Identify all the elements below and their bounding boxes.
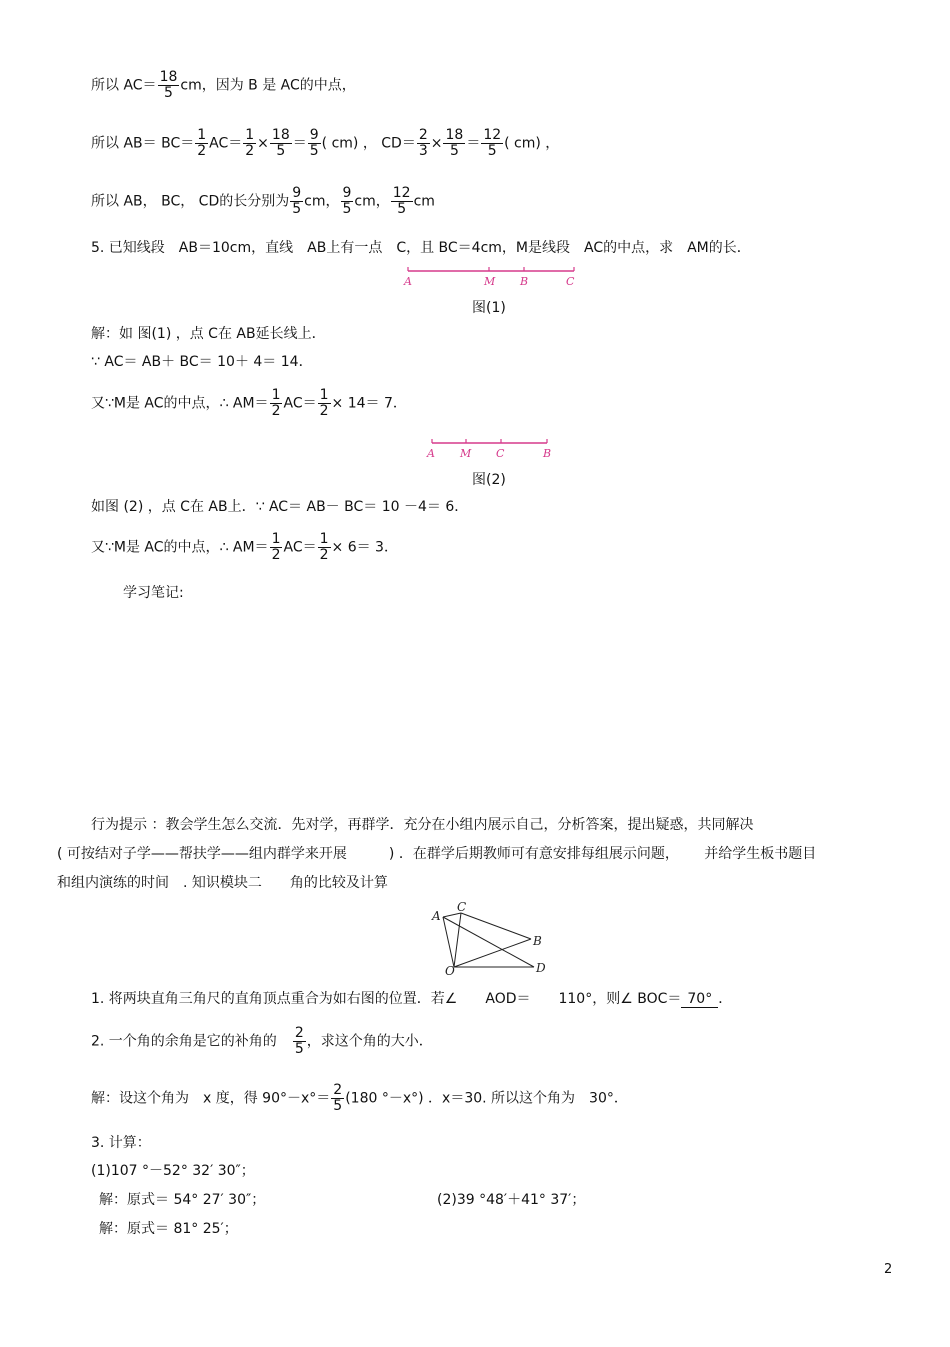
segment-ad	[443, 917, 534, 967]
text: 2. 一个角的余角是它的补角的	[91, 1033, 277, 1050]
label-a: A	[427, 447, 435, 460]
label-m: M	[460, 447, 472, 460]
label-b: B	[533, 934, 542, 948]
text: ．	[718, 991, 733, 1007]
numerator: 1	[271, 387, 281, 403]
text: 所以 AB＝ BC＝	[91, 135, 195, 152]
fraction	[341, 186, 354, 217]
denominator: 2	[271, 547, 281, 563]
hint-line-2: ( 可按结对子学——帮扶学——组内群学来开展 ) ．在群学后期教师可有意安排每组展示问题， 并给学生板书题目	[57, 846, 817, 862]
label-c: C	[566, 275, 575, 288]
fraction	[243, 128, 256, 159]
numerator: 1	[319, 531, 329, 547]
question-3-part-1: (1)107 °－52° 32′ 30″；	[91, 1163, 255, 1179]
text: AC＝	[283, 539, 317, 556]
question-3-part-2: (2)39 °48′＋41° 37′；	[437, 1192, 586, 1208]
denominator: 5	[309, 143, 319, 159]
fraction	[270, 532, 283, 563]
denominator: 5	[294, 1041, 304, 1057]
label-c: C	[457, 900, 467, 914]
fraction	[443, 128, 465, 159]
fraction	[318, 388, 331, 419]
label-a: A	[432, 909, 441, 923]
ray-ob	[454, 939, 531, 967]
text: ×	[430, 135, 443, 152]
label-d: D	[536, 961, 546, 975]
numerator: 1	[245, 127, 255, 143]
numerator: 1	[319, 387, 329, 403]
solution-2-line-2	[91, 532, 398, 563]
fraction	[481, 128, 503, 159]
label-b: B	[543, 447, 552, 460]
label-o: O	[445, 964, 455, 978]
figure-2-segment	[424, 435, 564, 463]
fraction	[158, 70, 180, 101]
denominator: 3	[418, 143, 428, 159]
text: 又∵M是 AC的中点，∴ AM＝	[91, 395, 269, 412]
label-a: A	[404, 275, 412, 288]
question-5: 5. 已知线段 AB＝10cm，直线 AB上有一点 C，且 BC＝4cm，M是线段 AC的中点，求 AM的长．	[91, 240, 751, 256]
hint-line-1: 行为提示 ：教会学生怎么交流．先对学，再群学．充分在小组内展示自己，分析答案，提出疑惑，共同解决	[91, 817, 754, 833]
text: cm，	[354, 193, 390, 210]
denominator: 5	[276, 143, 286, 159]
line-ab-bc-cd	[91, 128, 559, 159]
segment-cb	[461, 913, 531, 939]
question-1	[91, 990, 732, 1008]
numerator: 18	[271, 127, 290, 143]
figure-1-caption: 图(1)	[472, 300, 506, 316]
fraction	[270, 128, 292, 159]
numerator: 18	[445, 127, 464, 143]
text: AC＝	[209, 135, 243, 152]
label-m: M	[484, 275, 496, 288]
fraction	[195, 128, 208, 159]
figure-3-set-squares	[426, 900, 556, 980]
line-ac-value	[91, 70, 356, 101]
text: × 14＝ 7．	[331, 395, 407, 412]
question-2-solution	[91, 1083, 628, 1114]
numerator: 1	[197, 127, 207, 143]
solution-2-line-1: 如图 (2) ，点 C在 AB上．∵ AC＝ AB－ BC＝ 10 －4＝ 6．	[91, 499, 469, 515]
text: ＝	[292, 135, 307, 152]
denominator: 5	[449, 143, 459, 159]
text: ，求这个角的大小．	[306, 1033, 433, 1050]
denominator: 2	[319, 547, 329, 563]
question-3-part-2-solution: 解：原式＝ 81° 25′；	[99, 1221, 238, 1237]
text: ( cm) ， CD＝	[321, 135, 416, 152]
solution-1-line-2: ∵ AC＝ AB＋ BC＝ 10＋ 4＝ 14．	[91, 354, 313, 370]
text: (180 °－x°) ．x＝30. 所以这个角为 30°．	[345, 1090, 628, 1107]
denominator: 5	[333, 1098, 343, 1114]
fraction	[331, 1083, 344, 1114]
fraction	[417, 128, 430, 159]
ray-oa	[443, 917, 454, 967]
denominator: 2	[197, 143, 207, 159]
text: ( cm) ，	[504, 135, 560, 152]
numerator: 2	[333, 1082, 343, 1098]
label-c: C	[496, 447, 505, 460]
text: 所以 AB， BC， CD的长分别为	[91, 193, 290, 210]
fraction	[270, 388, 283, 419]
denominator: 5	[397, 201, 407, 217]
study-notes-label: 学习笔记:	[123, 585, 184, 601]
figure-1-segment	[400, 263, 590, 291]
hint-line-3: 和组内演练的时间 . 知识模块二 角的比较及计算	[57, 875, 388, 891]
text: 所以 AC＝	[91, 77, 157, 94]
fraction	[391, 186, 413, 217]
fraction	[290, 186, 303, 217]
denominator: 2	[245, 143, 255, 159]
text: ×	[257, 135, 269, 152]
denominator: 5	[487, 143, 497, 159]
denominator: 2	[271, 403, 281, 419]
fraction	[293, 1026, 306, 1057]
numerator: 2	[418, 127, 428, 143]
fraction	[318, 532, 331, 563]
text: AC＝	[283, 395, 317, 412]
ray-oc	[454, 913, 461, 967]
fraction	[308, 128, 321, 159]
label-b: B	[520, 275, 529, 288]
question-2	[91, 1026, 433, 1057]
answer-blank: 70°	[681, 991, 718, 1008]
numerator: 2	[294, 1025, 304, 1041]
text: ＝	[466, 135, 481, 152]
denominator: 2	[319, 403, 329, 419]
numerator: 9	[292, 185, 302, 201]
page-number: 2	[884, 1262, 893, 1277]
denominator: 5	[292, 201, 302, 217]
line-lengths	[91, 186, 435, 217]
text: cm	[413, 193, 435, 210]
solution-1-line-1: 解：如 图(1) ，点 C在 AB延长线上．	[91, 326, 326, 342]
question-3-part-1-solution: 解：原式＝ 54° 27′ 30″；	[99, 1192, 266, 1208]
denominator: 5	[342, 201, 352, 217]
text: 1. 将两块直角三角尺的直角顶点重合为如右图的位置．若∠ AOD＝ 110°，则∠ BOC＝	[91, 991, 682, 1007]
solution-1-line-3	[91, 388, 407, 419]
question-3-title: 3. 计算：	[91, 1135, 151, 1151]
text: × 6＝ 3．	[331, 539, 398, 556]
text: cm，因为 B 是 AC的中点，	[180, 77, 356, 94]
numerator: 12	[392, 185, 411, 201]
numerator: 9	[309, 127, 319, 143]
text: cm，	[304, 193, 340, 210]
figure-2-caption: 图(2)	[472, 472, 506, 488]
numerator: 1	[271, 531, 281, 547]
denominator: 5	[164, 85, 173, 101]
numerator: 9	[342, 185, 352, 201]
numerator: 18	[159, 69, 178, 85]
text: 解：设这个角为 x 度，得 90°－x°＝	[91, 1090, 331, 1107]
numerator: 12	[483, 127, 502, 143]
text: 又∵M是 AC的中点，∴ AM＝	[91, 539, 269, 556]
